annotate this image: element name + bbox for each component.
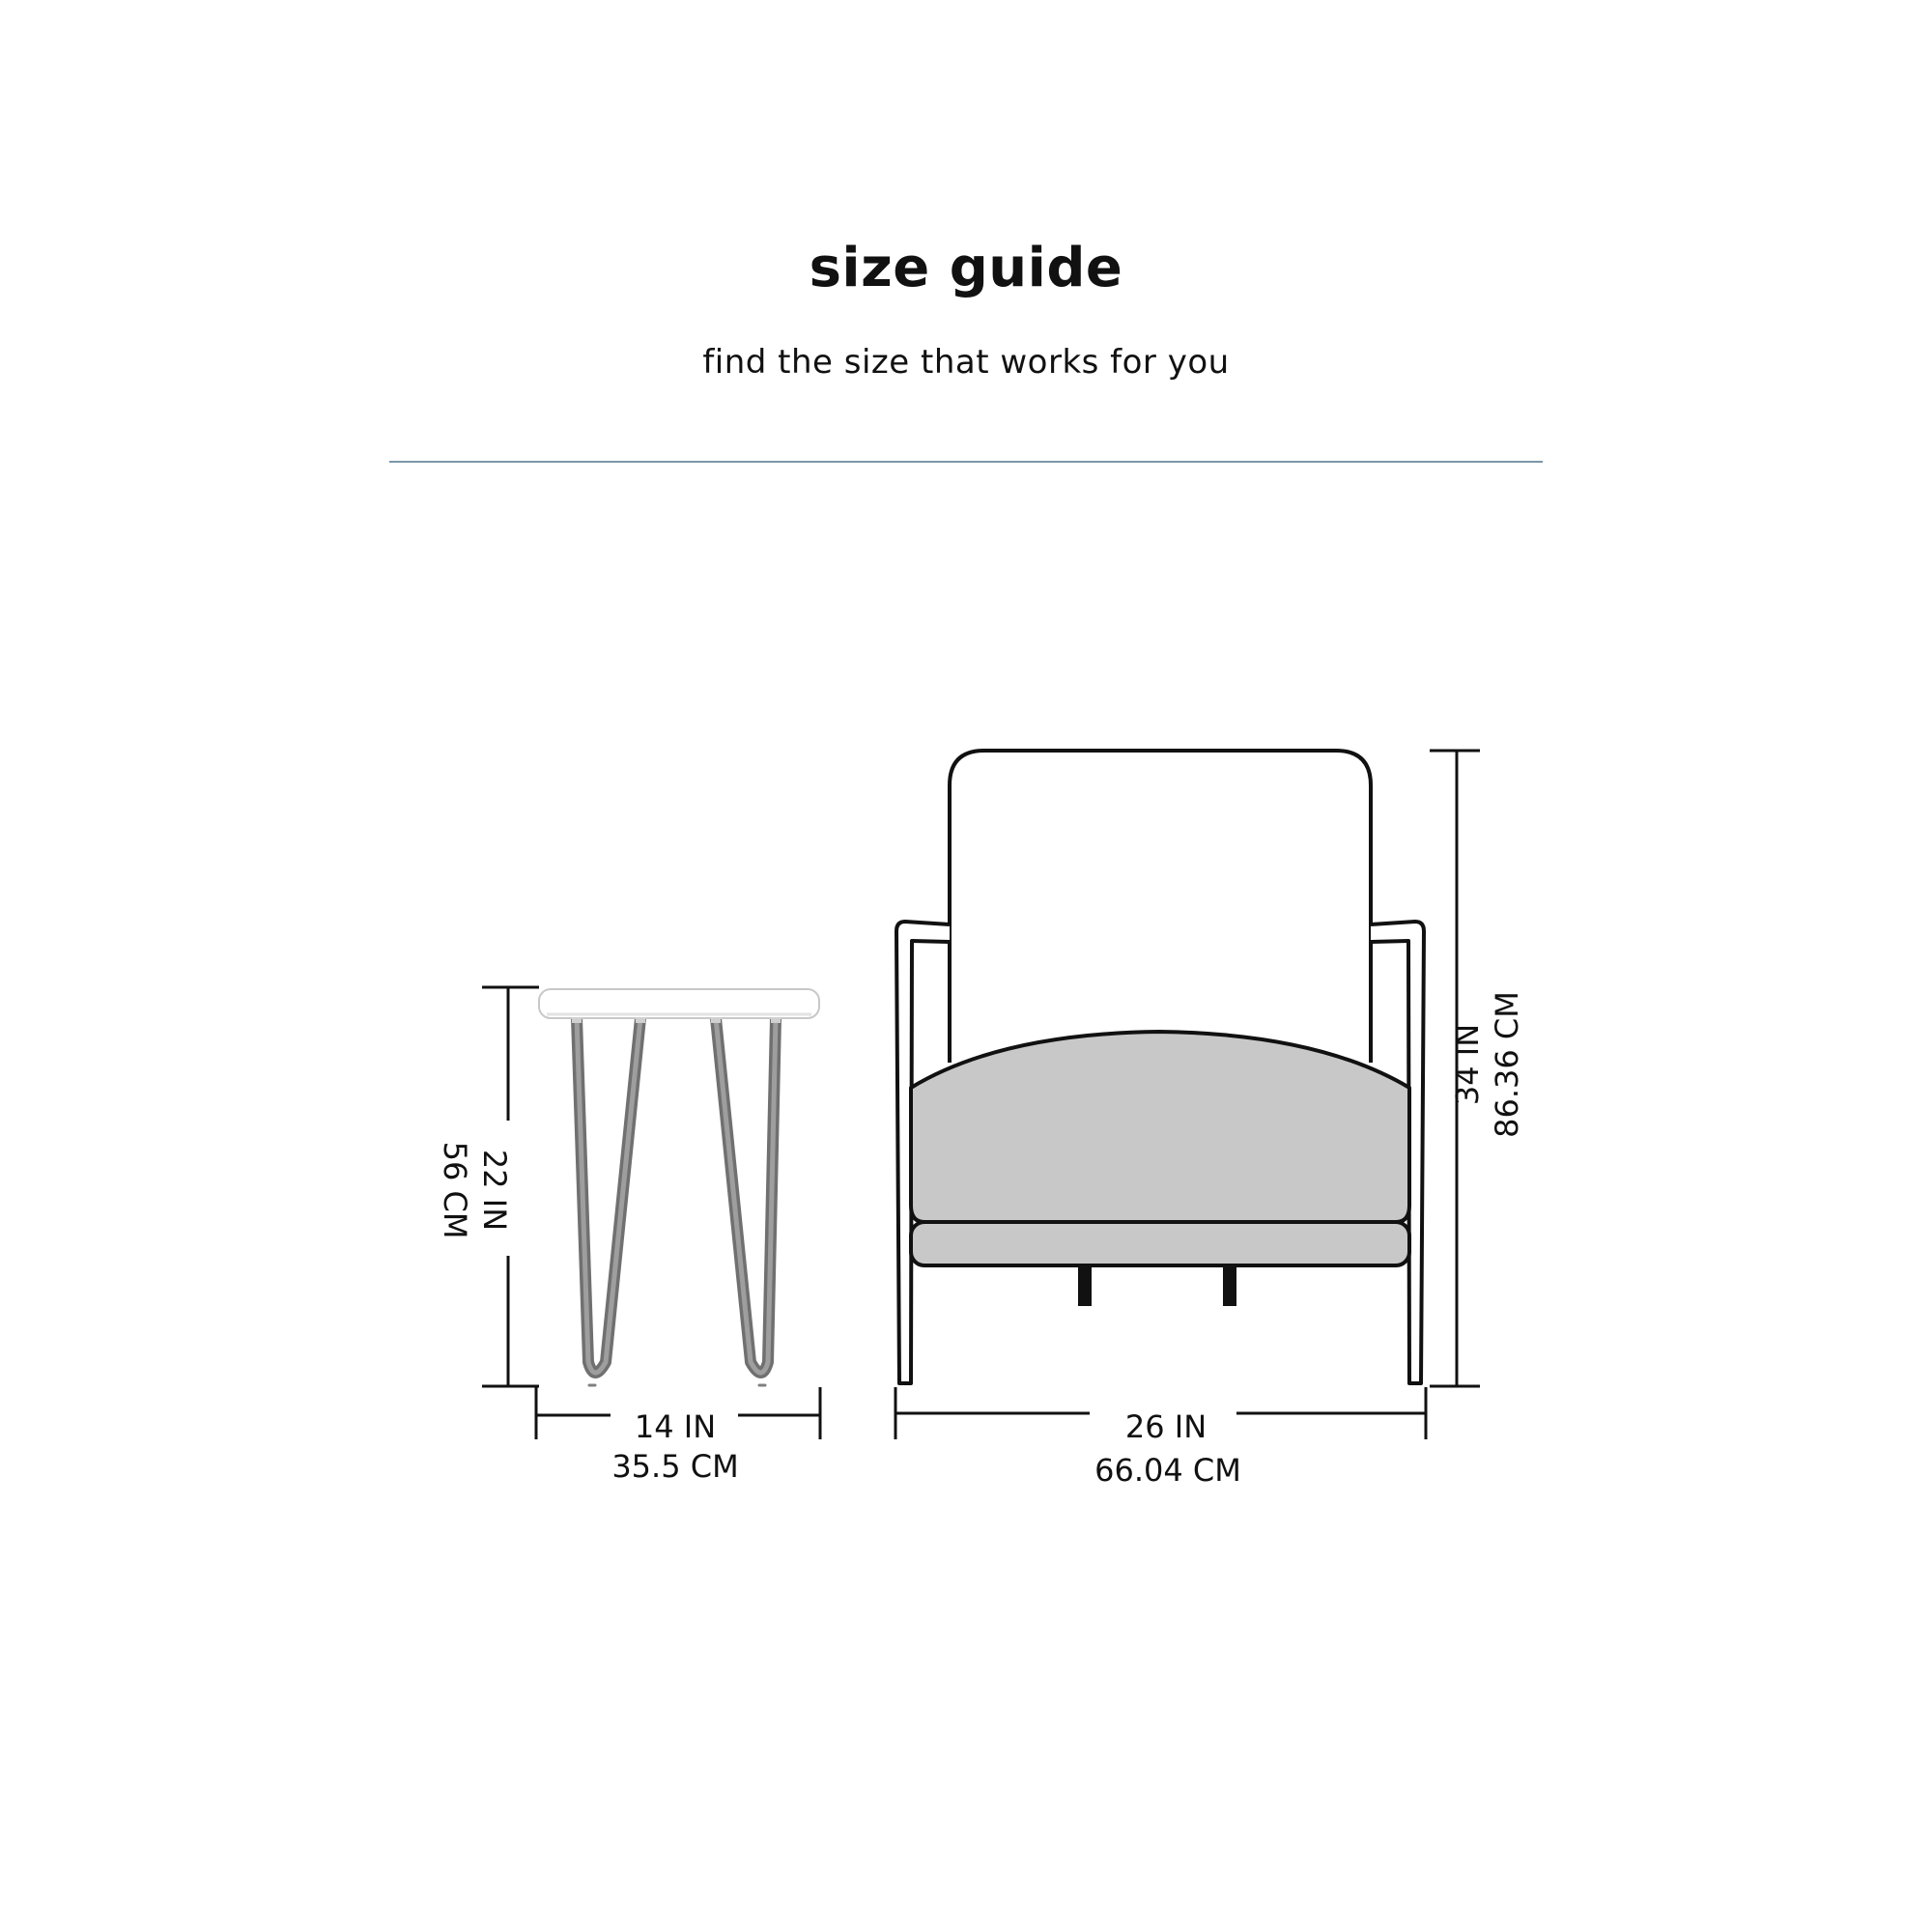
table-width-cm-label: 35.5 CM (611, 1448, 739, 1485)
page-subtitle: find the size that works for you (702, 343, 1230, 382)
chair-leg-right (1223, 1265, 1236, 1306)
side-table-illustration (539, 989, 819, 1385)
table-height-cm-label: 56 CM (437, 1141, 473, 1239)
chair-seat-cushion (911, 1032, 1409, 1222)
table-height-in-label: 22 IN (476, 1149, 513, 1232)
chair-leg-left (1078, 1265, 1092, 1306)
table-legs (577, 1018, 776, 1385)
chair-height-in-label: 34 IN (1449, 1023, 1486, 1106)
chair-width-in-label: 26 IN (1124, 1408, 1208, 1445)
armchair-illustration (896, 751, 1424, 1383)
chair-seat-base (911, 1222, 1409, 1265)
table-width-in-label: 14 IN (634, 1408, 717, 1445)
chair-height-cm-label: 86.36 CM (1489, 991, 1525, 1138)
page-title: size guide (809, 237, 1123, 299)
chair-backrest (950, 751, 1371, 1063)
chair-width-cm-label: 66.04 CM (1094, 1452, 1241, 1489)
